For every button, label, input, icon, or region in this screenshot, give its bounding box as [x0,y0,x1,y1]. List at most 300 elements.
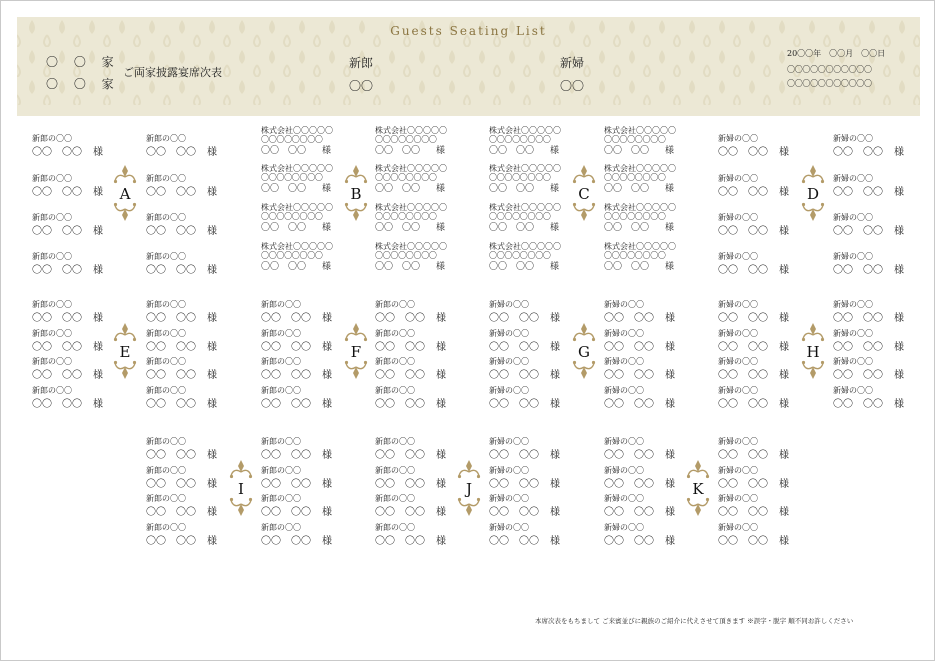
guest-relation: 新婦の〇〇 [489,494,529,503]
guest-company: 株式会社〇〇〇〇〇 [604,164,676,173]
guest-relation: 新婦の〇〇 [833,252,873,261]
guest-name: 〇〇 〇〇 [261,536,311,547]
guest-relation: 新郎の〇〇 [375,494,415,503]
guest-honorific: 様 [322,313,332,324]
guest-name: 〇〇 〇〇 [489,223,535,233]
guest-name: 〇〇 〇〇 [604,479,654,490]
guest-name: 〇〇 〇〇 [604,146,650,156]
guest-name: 〇〇 〇〇 [32,342,82,353]
guest-name: 〇〇 〇〇 [146,450,196,461]
guest-honorific: 様 [93,226,103,237]
guest-relation: 新郎の〇〇 [32,357,72,366]
table-letter: H [806,343,820,361]
guest-company-line: 〇〇〇〇〇〇〇〇 [375,251,437,260]
guest-name: 〇〇 〇〇 [718,313,768,324]
guest-honorific: 様 [550,399,560,410]
guest-relation: 新郎の〇〇 [32,213,72,222]
guest-card [833,173,933,199]
guest-relation: 新郎の〇〇 [32,134,72,143]
guest-name: 〇〇 〇〇 [604,223,650,233]
table-label [801,163,825,223]
guest-card [261,125,361,156]
guest-name: 〇〇 〇〇 [146,265,196,276]
guest-company: 株式会社〇〇〇〇〇 [375,126,447,135]
guest-relation: 新郎の〇〇 [146,357,186,366]
guest-relation: 新婦の〇〇 [718,386,758,395]
guest-name: 〇〇 〇〇 [718,147,768,158]
guest-card [375,385,475,411]
guest-name: 〇〇 〇〇 [261,184,307,194]
guest-card [375,163,475,194]
guest-name: 〇〇 〇〇 [604,184,650,194]
guest-relation: 新婦の〇〇 [489,300,529,309]
guest-company: 株式会社〇〇〇〇〇 [489,242,561,251]
guest-card [604,385,704,411]
guest-honorific: 様 [550,536,560,547]
guest-honorific: 様 [436,146,446,156]
guest-relation: 新郎の〇〇 [146,329,186,338]
guest-honorific: 様 [207,479,217,490]
guest-honorific: 様 [207,187,217,198]
guest-card [146,385,246,411]
guest-name: 〇〇 〇〇 [718,479,768,490]
table-label [344,163,368,223]
guest-card [833,133,933,159]
guest-card [604,522,704,548]
guest-relation: 新婦の〇〇 [718,174,758,183]
guest-name: 〇〇 〇〇 [146,507,196,518]
guest-card [718,133,818,159]
guest-name: 〇〇 〇〇 [604,536,654,547]
guest-name: 〇〇 〇〇 [261,342,311,353]
guest-name: 〇〇 〇〇 [261,313,311,324]
guest-honorific: 様 [550,342,560,353]
guest-honorific: 様 [436,450,446,461]
table-label [344,321,368,381]
guest-relation: 新婦の〇〇 [604,437,644,446]
guest-honorific: 様 [436,370,446,381]
guest-company-line: 〇〇〇〇〇〇〇〇 [375,173,437,182]
guest-relation: 新婦の〇〇 [833,213,873,222]
guest-card [32,133,132,159]
guest-relation: 新婦の〇〇 [718,357,758,366]
guest-card [261,385,361,411]
guest-card [833,251,933,277]
guest-name: 〇〇 〇〇 [489,313,539,324]
guest-name: 〇〇 〇〇 [146,399,196,410]
bride-family-name: 〇 〇 家 [46,77,114,91]
guest-honorific: 様 [436,507,446,518]
guest-card [604,163,704,194]
guest-honorific: 様 [665,450,675,461]
guest-card [261,436,361,462]
guest-name: 〇〇 〇〇 [146,536,196,547]
guest-honorific: 様 [436,313,446,324]
guest-relation: 新郎の〇〇 [375,386,415,395]
guest-relation: 新郎の〇〇 [32,174,72,183]
guest-honorific: 様 [436,184,446,194]
guest-relation: 新婦の〇〇 [489,466,529,475]
guest-name: 〇〇 〇〇 [489,262,535,272]
table-label [229,458,253,518]
guest-relation: 新郎の〇〇 [261,494,301,503]
guest-relation: 新婦の〇〇 [718,134,758,143]
guest-card [604,328,704,354]
guest-card [375,241,475,272]
guest-relation: 新婦の〇〇 [718,437,758,446]
guest-company: 株式会社〇〇〇〇〇 [375,203,447,212]
guest-relation: 新郎の〇〇 [375,329,415,338]
guest-card [146,299,246,325]
guest-honorific: 様 [207,536,217,547]
guest-card [261,493,361,519]
guest-company-line: 〇〇〇〇〇〇〇〇 [489,212,551,221]
table-letter: J [465,480,472,498]
guest-relation: 新婦の〇〇 [604,300,644,309]
guest-honorific: 様 [779,147,789,158]
guest-honorific: 様 [322,507,332,518]
guest-honorific: 様 [322,262,332,272]
guest-name: 〇〇 〇〇 [604,507,654,518]
guest-relation: 新婦の〇〇 [604,329,644,338]
guest-honorific: 様 [779,450,789,461]
guest-honorific: 様 [894,399,904,410]
guest-relation: 新郎の〇〇 [375,466,415,475]
guest-honorific: 様 [894,147,904,158]
guest-card [489,493,589,519]
guest-company: 株式会社〇〇〇〇〇 [261,126,333,135]
guest-name: 〇〇 〇〇 [375,223,421,233]
header-banner [17,17,920,116]
guest-honorific: 様 [436,223,446,233]
guest-honorific: 様 [93,265,103,276]
guest-honorific: 様 [779,187,789,198]
guest-card [489,241,589,272]
guest-honorific: 様 [894,187,904,198]
guest-card [375,522,475,548]
guest-honorific: 様 [779,399,789,410]
guest-honorific: 様 [665,399,675,410]
guest-name: 〇〇 〇〇 [604,399,654,410]
guest-card [146,356,246,382]
guest-relation: 新郎の〇〇 [32,300,72,309]
guest-name: 〇〇 〇〇 [833,226,883,237]
guest-honorific: 様 [207,342,217,353]
guest-relation: 新郎の〇〇 [261,523,301,532]
guest-company-line: 〇〇〇〇〇〇〇〇 [604,212,666,221]
guest-name: 〇〇 〇〇 [375,262,421,272]
guest-honorific: 様 [322,450,332,461]
guest-relation: 新婦の〇〇 [833,357,873,366]
table-label [457,458,481,518]
guest-honorific: 様 [779,226,789,237]
groom-family-name: 〇 〇 家 [46,55,114,69]
guest-honorific: 様 [93,370,103,381]
guest-honorific: 様 [550,507,560,518]
guest-card [261,465,361,491]
guest-honorific: 様 [665,479,675,490]
guest-relation: 新婦の〇〇 [604,466,644,475]
table-letter: K [692,480,704,498]
guest-honorific: 様 [665,370,675,381]
guest-company: 株式会社〇〇〇〇〇 [604,242,676,251]
guest-honorific: 様 [779,370,789,381]
table-letter: B [350,185,362,203]
venue-line: 〇〇〇〇〇〇〇〇〇〇〇 [787,65,872,74]
guest-relation: 新郎の〇〇 [146,174,186,183]
guest-name: 〇〇 〇〇 [261,479,311,490]
guest-relation: 新郎の〇〇 [146,300,186,309]
guest-name: 〇〇 〇〇 [375,450,425,461]
guest-relation: 新郎の〇〇 [146,134,186,143]
guest-relation: 新郎の〇〇 [146,386,186,395]
guest-honorific: 様 [779,342,789,353]
guest-name: 〇〇 〇〇 [261,370,311,381]
guest-name: 〇〇 〇〇 [261,507,311,518]
guest-card [718,436,818,462]
table-letter: F [350,343,362,361]
guest-honorific: 様 [550,223,560,233]
guest-company: 株式会社〇〇〇〇〇 [489,164,561,173]
guest-card [375,125,475,156]
guest-relation: 新郎の〇〇 [261,357,301,366]
guest-honorific: 様 [779,507,789,518]
guest-name: 〇〇 〇〇 [32,399,82,410]
guest-card [146,328,246,354]
guest-honorific: 様 [207,265,217,276]
guest-relation: 新婦の〇〇 [489,437,529,446]
guest-relation: 新郎の〇〇 [375,523,415,532]
guest-company-line: 〇〇〇〇〇〇〇〇 [375,212,437,221]
guest-honorific: 様 [93,313,103,324]
guest-company: 株式会社〇〇〇〇〇 [375,164,447,173]
table-label [572,163,596,223]
guest-name: 〇〇 〇〇 [833,313,883,324]
guest-honorific: 様 [322,399,332,410]
guest-relation: 新婦の〇〇 [604,357,644,366]
guest-name: 〇〇 〇〇 [375,370,425,381]
guest-relation: 新婦の〇〇 [604,523,644,532]
guest-name: 〇〇 〇〇 [32,147,82,158]
guest-relation: 新婦の〇〇 [833,134,873,143]
guest-relation: 新婦の〇〇 [718,494,758,503]
venue-line: 〇〇〇〇〇〇〇〇〇〇〇 [787,79,872,88]
guest-relation: 新郎の〇〇 [375,357,415,366]
guest-company: 株式会社〇〇〇〇〇 [489,203,561,212]
guest-name: 〇〇 〇〇 [833,147,883,158]
guest-honorific: 様 [436,262,446,272]
guest-relation: 新郎の〇〇 [261,466,301,475]
wedding-date: 20〇〇年 〇〇月 〇〇日 [787,49,886,58]
guest-name: 〇〇 〇〇 [718,370,768,381]
guest-company-line: 〇〇〇〇〇〇〇〇 [604,135,666,144]
guest-honorific: 様 [665,313,675,324]
guest-company-line: 〇〇〇〇〇〇〇〇 [604,251,666,260]
guest-name: 〇〇 〇〇 [718,226,768,237]
guest-card [489,465,589,491]
guest-honorific: 様 [894,313,904,324]
guest-honorific: 様 [207,370,217,381]
guest-honorific: 様 [207,507,217,518]
guest-name: 〇〇 〇〇 [718,450,768,461]
guest-honorific: 様 [779,536,789,547]
guest-name: 〇〇 〇〇 [261,223,307,233]
guest-honorific: 様 [665,536,675,547]
guest-honorific: 様 [322,342,332,353]
guest-relation: 新郎の〇〇 [261,329,301,338]
guest-honorific: 様 [322,223,332,233]
guest-relation: 新婦の〇〇 [718,252,758,261]
guest-card [489,385,589,411]
guest-name: 〇〇 〇〇 [375,536,425,547]
guest-honorific: 様 [665,146,675,156]
guest-name: 〇〇 〇〇 [718,536,768,547]
page-title: Guests Seating List [390,24,547,38]
guest-honorific: 様 [779,313,789,324]
guest-name: 〇〇 〇〇 [718,187,768,198]
guest-card [146,522,246,548]
guest-relation: 新郎の〇〇 [32,329,72,338]
guest-company: 株式会社〇〇〇〇〇 [261,242,333,251]
table-letter: A [119,185,131,203]
guest-relation: 新婦の〇〇 [489,386,529,395]
guest-company-line: 〇〇〇〇〇〇〇〇 [261,212,323,221]
guest-card [833,385,933,411]
guest-name: 〇〇 〇〇 [261,262,307,272]
guest-relation: 新婦の〇〇 [718,300,758,309]
reception-subtitle: ご両家披露宴席次表 [123,66,222,79]
guest-name: 〇〇 〇〇 [261,146,307,156]
guest-company: 株式会社〇〇〇〇〇 [261,164,333,173]
guest-company-line: 〇〇〇〇〇〇〇〇 [604,173,666,182]
guest-name: 〇〇 〇〇 [489,536,539,547]
guest-honorific: 様 [93,342,103,353]
guest-relation: 新郎の〇〇 [146,466,186,475]
guest-relation: 新郎の〇〇 [261,437,301,446]
guest-honorific: 様 [93,147,103,158]
table-letter: G [578,343,590,361]
guest-honorific: 様 [550,313,560,324]
guest-honorific: 様 [93,399,103,410]
guest-relation: 新婦の〇〇 [604,494,644,503]
guest-card [146,212,246,238]
guest-name: 〇〇 〇〇 [833,187,883,198]
guest-honorific: 様 [207,226,217,237]
guest-honorific: 様 [322,479,332,490]
guest-relation: 新郎の〇〇 [146,494,186,503]
guest-name: 〇〇 〇〇 [604,450,654,461]
guest-name: 〇〇 〇〇 [833,265,883,276]
guest-honorific: 様 [436,479,446,490]
table-label [572,321,596,381]
guest-card [604,241,704,272]
guest-relation: 新郎の〇〇 [375,437,415,446]
guest-honorific: 様 [436,342,446,353]
guest-name: 〇〇 〇〇 [375,399,425,410]
guest-card [32,251,132,277]
table-label [801,321,825,381]
guest-name: 〇〇 〇〇 [32,187,82,198]
guest-relation: 新婦の〇〇 [833,174,873,183]
guest-company: 株式会社〇〇〇〇〇 [261,203,333,212]
guest-honorific: 様 [894,265,904,276]
table-label [686,458,710,518]
guest-company: 株式会社〇〇〇〇〇 [604,126,676,135]
guest-relation: 新婦の〇〇 [833,300,873,309]
guest-card [146,251,246,277]
guest-honorific: 様 [207,147,217,158]
guest-card [718,493,818,519]
guest-name: 〇〇 〇〇 [604,342,654,353]
guest-name: 〇〇 〇〇 [261,399,311,410]
guest-card [604,202,704,233]
table-letter: C [578,185,590,203]
guest-honorific: 様 [93,187,103,198]
guest-card [489,125,589,156]
guest-name: 〇〇 〇〇 [375,313,425,324]
guest-relation: 新郎の〇〇 [375,300,415,309]
guest-name: 〇〇 〇〇 [146,187,196,198]
guest-honorific: 様 [665,262,675,272]
guest-name: 〇〇 〇〇 [604,262,650,272]
guest-name: 〇〇 〇〇 [489,450,539,461]
guest-name: 〇〇 〇〇 [833,399,883,410]
guest-company: 株式会社〇〇〇〇〇 [489,126,561,135]
guest-relation: 新郎の〇〇 [146,252,186,261]
guest-relation: 新郎の〇〇 [146,213,186,222]
guest-honorific: 様 [550,262,560,272]
guest-honorific: 様 [322,146,332,156]
guest-honorific: 様 [665,184,675,194]
guest-name: 〇〇 〇〇 [32,265,82,276]
guest-relation: 新婦の〇〇 [718,523,758,532]
guest-company-line: 〇〇〇〇〇〇〇〇 [489,135,551,144]
guest-name: 〇〇 〇〇 [146,479,196,490]
guest-relation: 新婦の〇〇 [489,357,529,366]
guest-honorific: 様 [550,479,560,490]
guest-name: 〇〇 〇〇 [375,146,421,156]
guest-name: 〇〇 〇〇 [718,507,768,518]
guest-name: 〇〇 〇〇 [261,450,311,461]
guest-name: 〇〇 〇〇 [718,399,768,410]
guest-name: 〇〇 〇〇 [833,370,883,381]
table-letter: E [119,343,131,361]
groom-name: 〇〇 [349,79,374,93]
guest-name: 〇〇 〇〇 [489,342,539,353]
guest-card [718,385,818,411]
guest-honorific: 様 [550,184,560,194]
guest-name: 〇〇 〇〇 [32,370,82,381]
guest-relation: 新郎の〇〇 [32,252,72,261]
guest-relation: 新婦の〇〇 [489,523,529,532]
guest-relation: 新郎の〇〇 [261,300,301,309]
guest-honorific: 様 [894,226,904,237]
guest-card [718,251,818,277]
guest-card [489,436,589,462]
guest-honorific: 様 [665,223,675,233]
guest-company-line: 〇〇〇〇〇〇〇〇 [261,135,323,144]
guest-honorific: 様 [779,265,789,276]
guest-relation: 新婦の〇〇 [604,386,644,395]
guest-name: 〇〇 〇〇 [604,313,654,324]
guest-name: 〇〇 〇〇 [489,184,535,194]
guest-card [833,328,933,354]
guest-company-line: 〇〇〇〇〇〇〇〇 [489,251,551,260]
table-label [113,321,137,381]
guest-company: 株式会社〇〇〇〇〇 [375,242,447,251]
guest-card [604,299,704,325]
guest-name: 〇〇 〇〇 [833,342,883,353]
